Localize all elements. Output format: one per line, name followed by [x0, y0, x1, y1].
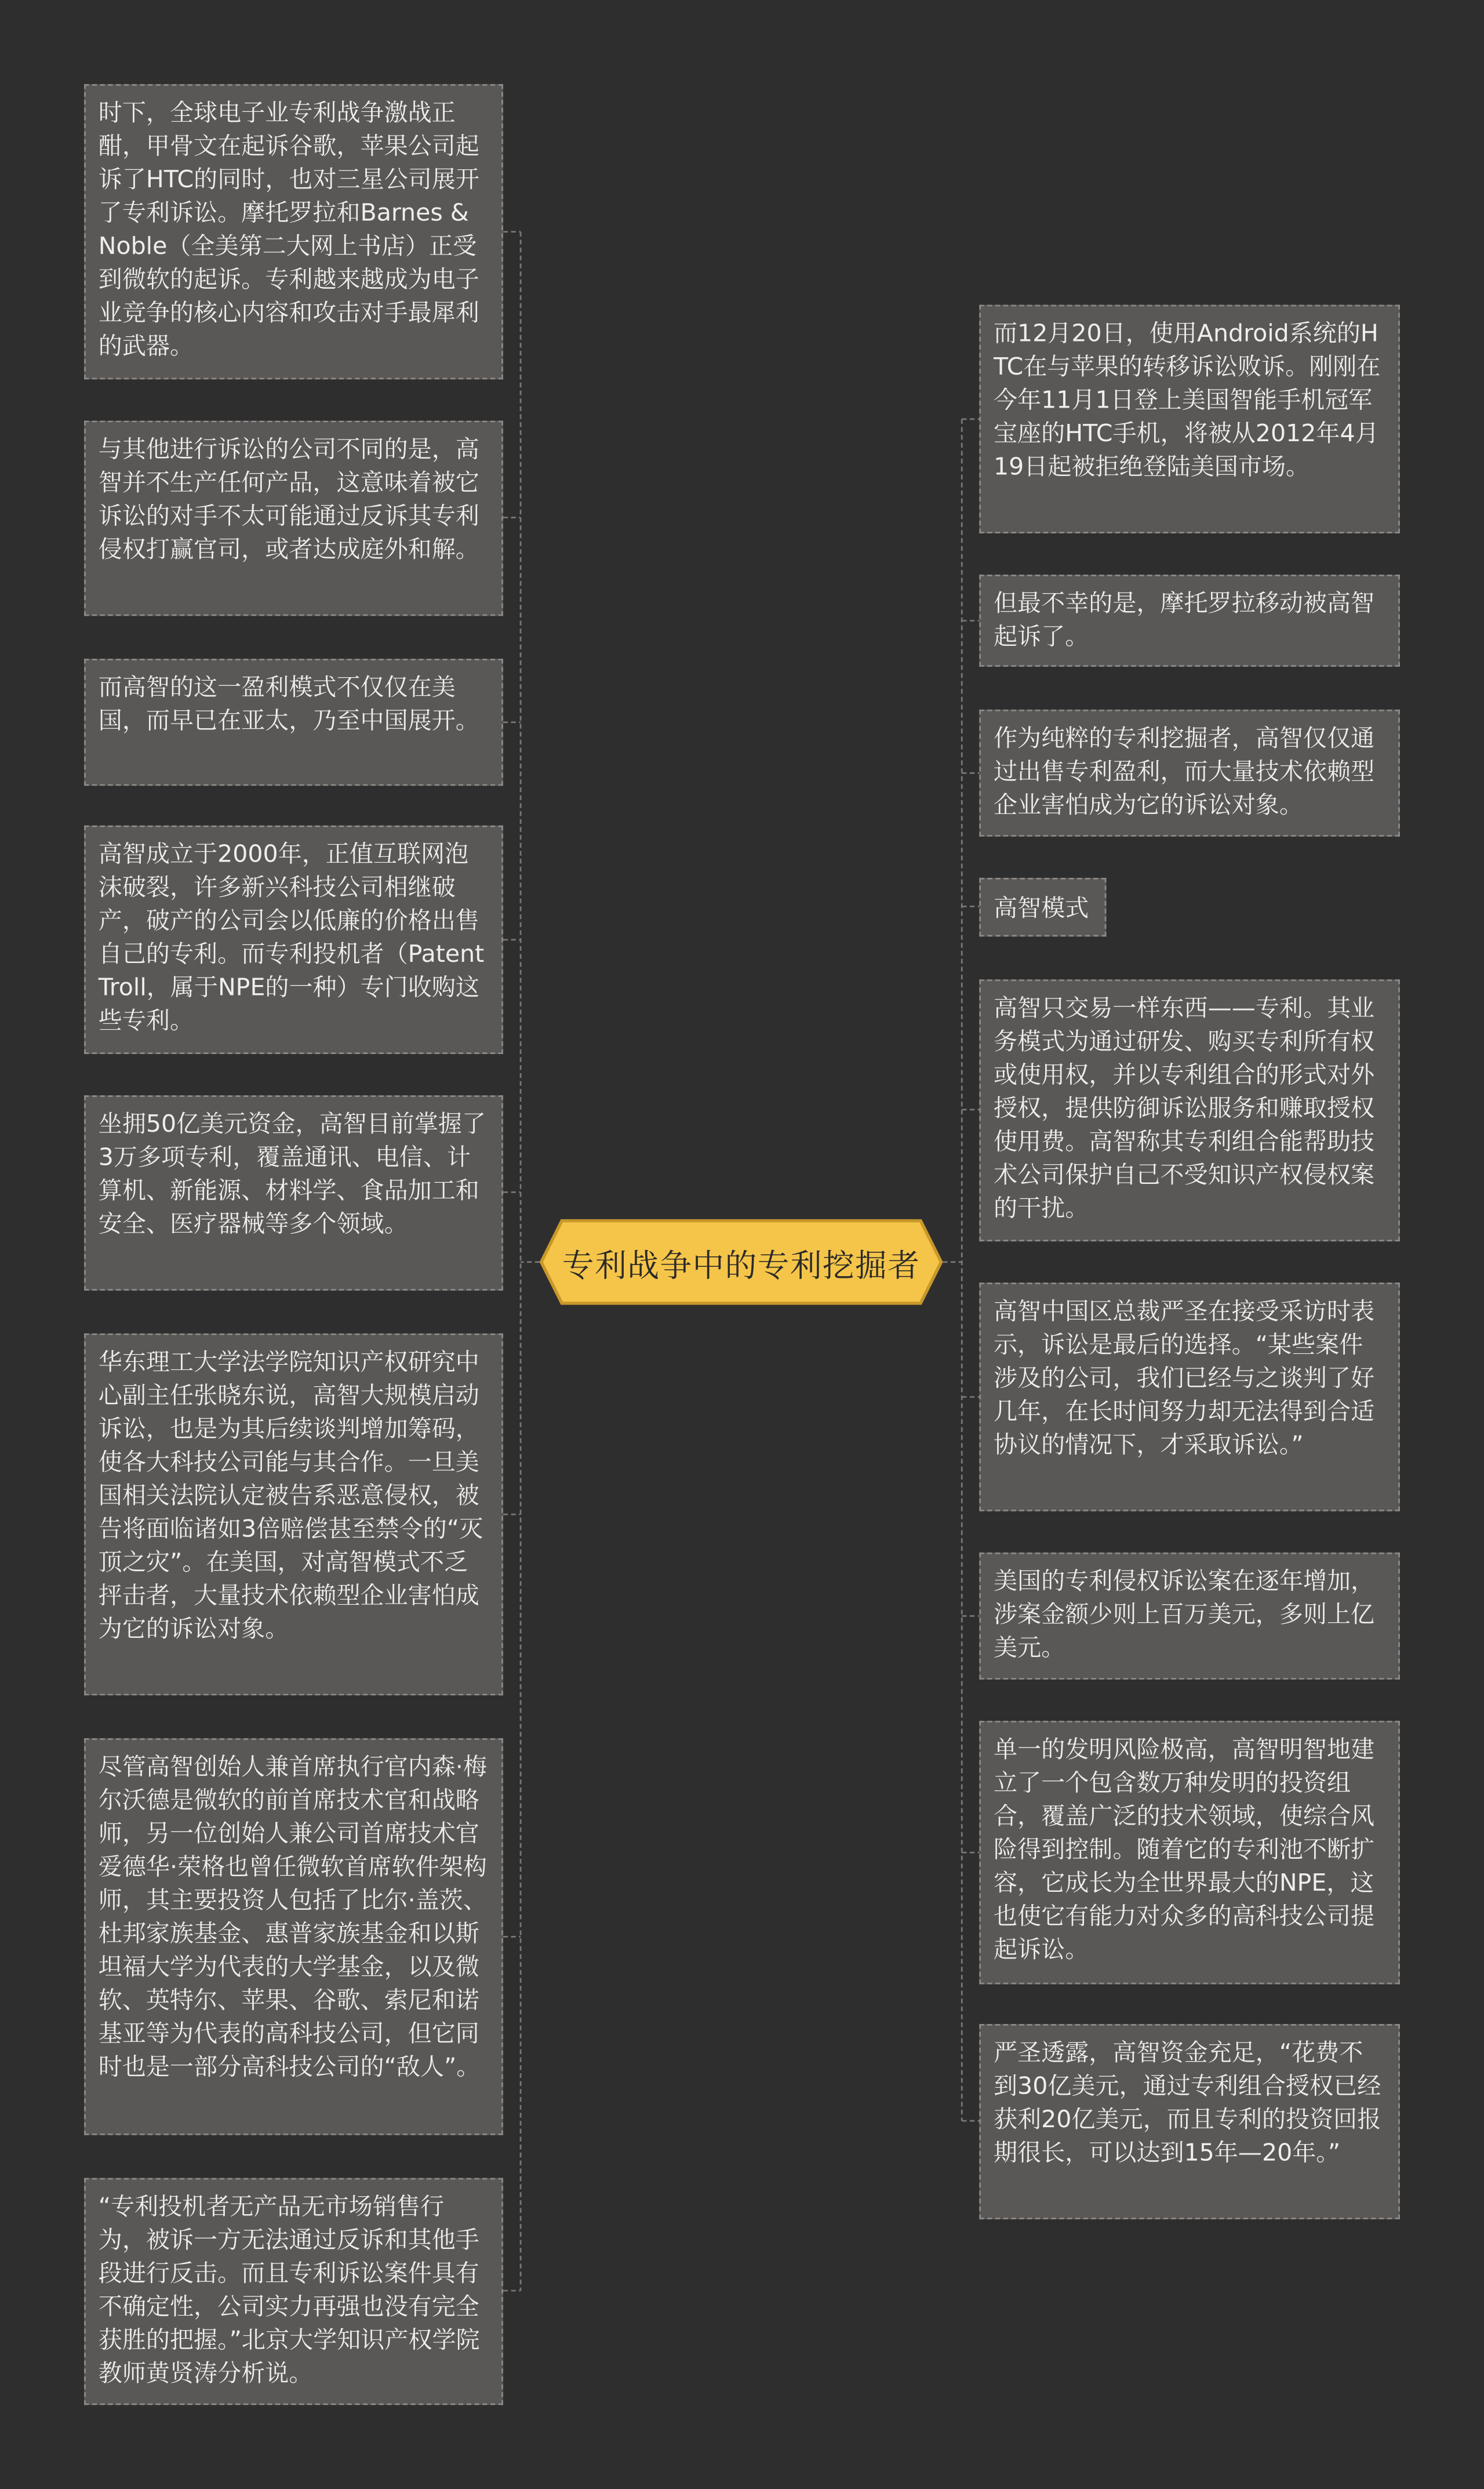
- topic-node-left-7[interactable]: 尽管高智创始人兼首席执行官内森·梅尔沃德是微软的前首席技术官和战略师，另一位创始人兼公司首席技术官爱德华·荣格也曾任微软首席软件架构师，其主要投资人包括了比尔·盖茨、杜邦家族基金、惠普家族基金和以斯坦福大学为代表的大学基金，以及微软、英特尔、苹果、谷歌、索尼和诺基亚等为代表的高科技公司，但它同时也是一部分高科技公司的“敌人”。: [84, 1738, 503, 2135]
- topic-node-left-6[interactable]: 华东理工大学法学院知识产权研究中心副主任张晓东说，高智大规模启动诉讼，也是为其后续谈判增加筹码，使各大科技公司能与其合作。一旦美国相关法院认定被告系恶意侵权，被告将面临诸如3倍赔偿甚至禁令的“灭顶之灾”。在美国，对高智模式不乏抨击者，大量技术依赖型企业害怕成为它的诉讼对象。: [84, 1333, 503, 1695]
- topic-node-right-8[interactable]: 单一的发明风险极高，高智明智地建立了一个包含数万种发明的投资组合，覆盖广泛的技术领域，使综合风险得到控制。随着它的专利池不断扩容，它成长为全世界最大的NPE，这也使它有能力对众多的高科技公司提起诉讼。: [979, 1721, 1400, 1985]
- topic-node-left-4[interactable]: 高智成立于2000年，正值互联网泡沫破裂，许多新兴科技公司相继破产，破产的公司会以低廉的价格出售自己的专利。而专利投机者（Patent Troll，属于NPE的一种）专门收购这些专利。: [84, 826, 503, 1054]
- topic-node-right-3[interactable]: 作为纯粹的专利挖掘者，高智仅仅通过出售专利盈利，而大量技术依赖型企业害怕成为它的诉讼对象。: [979, 710, 1400, 837]
- topic-node-right-9[interactable]: 严圣透露，高智资金充足，“花费不到30亿美元，通过专利组合授权已经获利20亿美元，而且专利的投资回报期很长，可以达到15年—20年。”: [979, 2024, 1400, 2219]
- topic-node-right-5[interactable]: 高智只交易一样东西——专利。其业务模式为通过研发、购买专利所有权或使用权，并以专利组合的形式对外授权，提供防御诉讼服务和赚取授权使用费。高智称其专利组合能帮助技术公司保护自己不受知识产权侵权案的干扰。: [979, 979, 1400, 1241]
- topic-node-left-8[interactable]: “专利投机者无产品无市场销售行为，被诉一方无法通过反诉和其他手段进行反击。而且专利诉讼案件具有不确定性，公司实力再强也没有完全获胜的把握。”北京大学知识产权学院教师黄贤涛分析说。: [84, 2178, 503, 2406]
- central-topic-label: 专利战争中的专利挖掘者: [562, 1245, 921, 1284]
- topic-node-right-6[interactable]: 高智中国区总裁严圣在接受采访时表示，诉讼是最后的选择。“某些案件涉及的公司，我们已经与之谈判了好几年，在长时间努力却无法得到合适协议的情况下，才采取诉讼。”: [979, 1282, 1400, 1511]
- topic-node-right-4[interactable]: 高智模式: [979, 878, 1106, 936]
- topic-node-right-2[interactable]: 但最不幸的是，摩托罗拉移动被高智起诉了。: [979, 575, 1400, 667]
- topic-node-left-2[interactable]: 与其他进行诉讼的公司不同的是，高智并不生产任何产品，这意味着被它诉讼的对手不太可能通过反诉其专利侵权打赢官司，或者达成庭外和解。: [84, 421, 503, 616]
- topic-node-left-1[interactable]: 时下，全球电子业专利战争激战正酣，甲骨文在起诉谷歌，苹果公司起诉了HTC的同时，也对三星公司展开了专利诉讼。摩托罗拉和Barnes & Noble（全美第二大网上书店）正受到微软的起诉。专利越来越成为电子业竞争的核心内容和攻击对手最犀利的武器。: [84, 84, 503, 379]
- central-topic[interactable]: [540, 1219, 943, 1305]
- topic-node-right-7[interactable]: 美国的专利侵权诉讼案在逐年增加，涉案金额少则上百万美元，多则上亿美元。: [979, 1553, 1400, 1680]
- topic-node-left-3[interactable]: 而高智的这一盈利模式不仅仅在美国，而早已在亚太，乃至中国展开。: [84, 659, 503, 786]
- topic-node-left-5[interactable]: 坐拥50亿美元资金，高智目前掌握了3万多项专利，覆盖通讯、电信、计算机、新能源、材料学、食品加工和安全、医疗器械等多个领域。: [84, 1095, 503, 1291]
- topic-node-right-1[interactable]: 而12月20日，使用Android系统的HTC在与苹果的转移诉讼败诉。刚刚在今年11月1日登上美国智能手机冠军宝座的HTC手机，将被从2012年4月19日起被拒绝登陆美国市场。: [979, 305, 1400, 533]
